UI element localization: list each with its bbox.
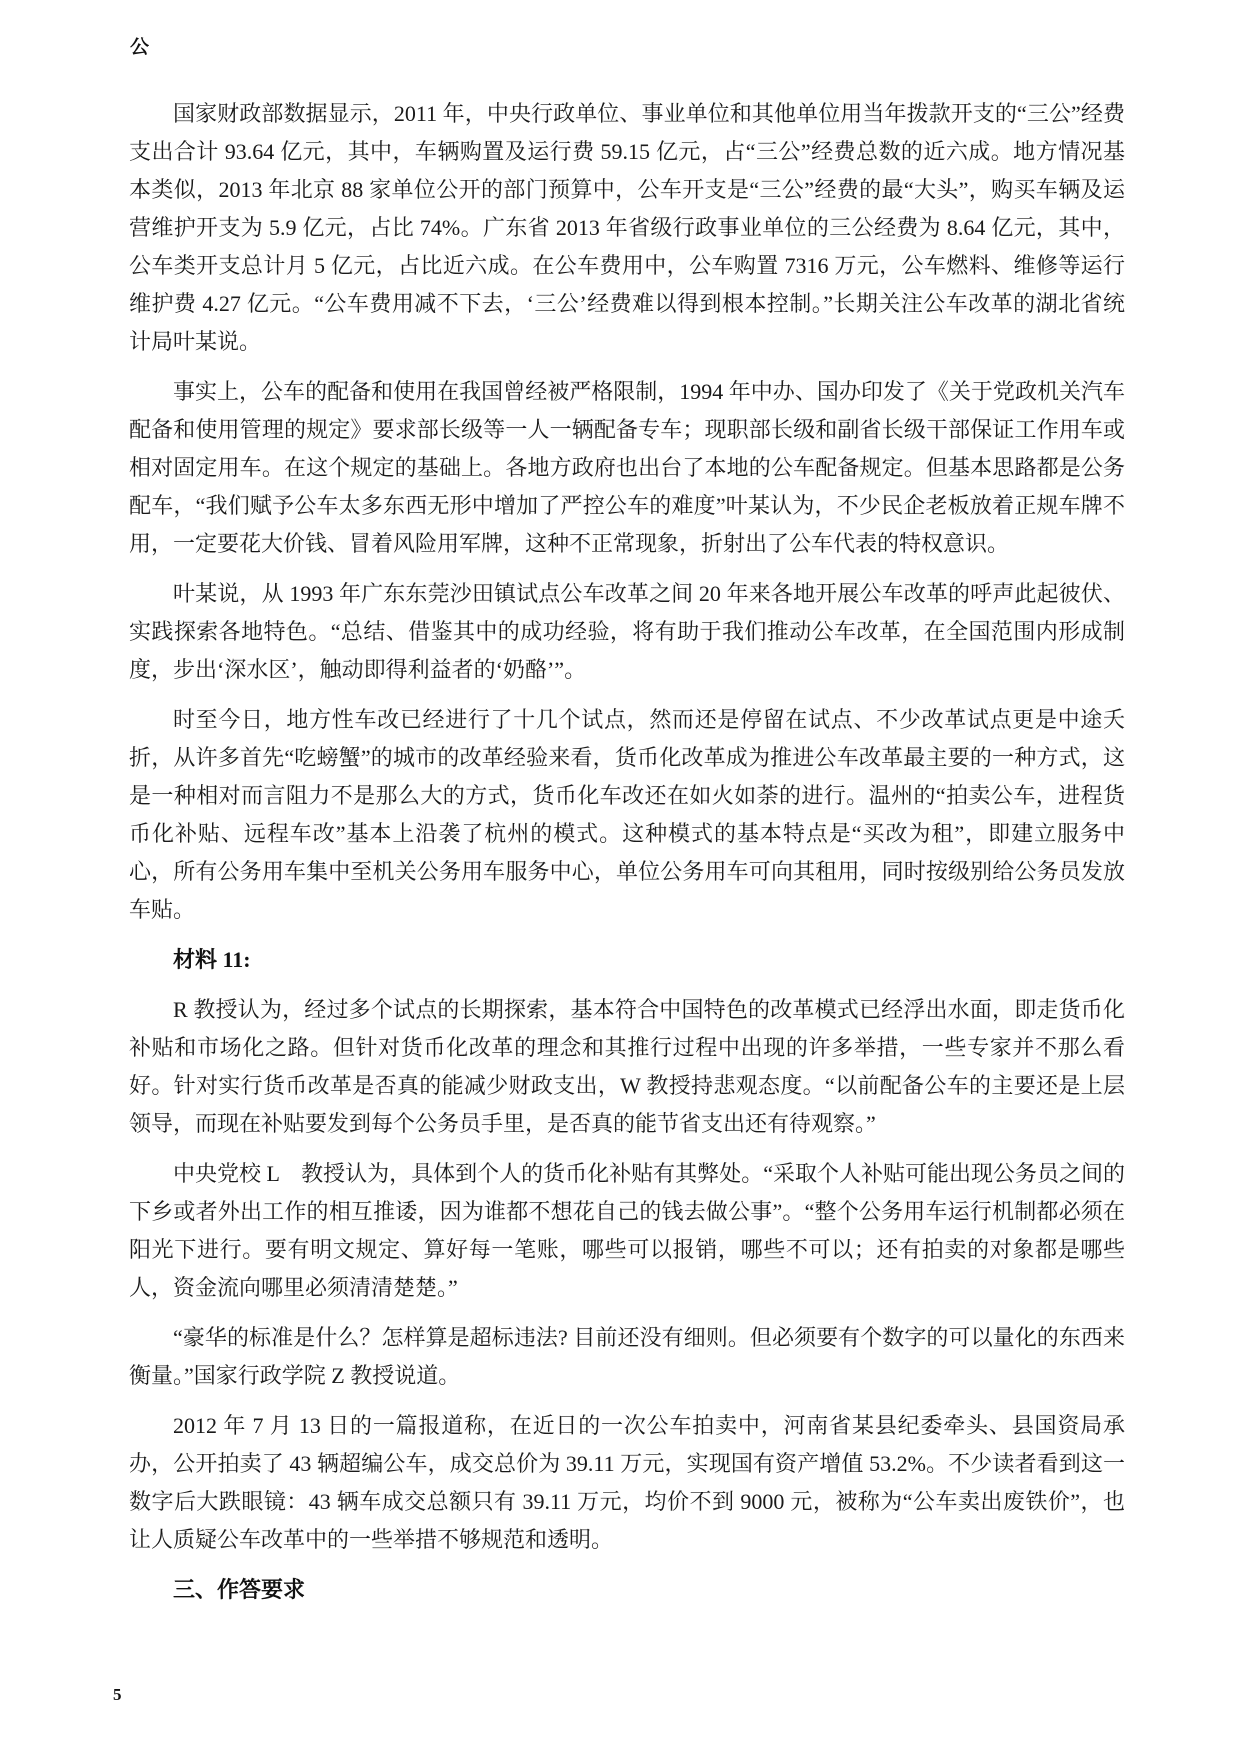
document-body (129, 95, 1125, 1621)
body-paragraph: R 教授认为，经过多个试点的长期探索，基本符合中国特色的改革模式已经浮出水面，即走货币化补贴和市场化之路。但针对货币化改革的理念和其推行过程中出现的许多举措，一些专家并不那么看好。针对实行货币改革是否真的能减少财政支出，W 教授持悲观态度。“以前配备公车的主要还是上层领导，而现在补贴要发到每个公务员手里，是否真的能节省支出还有待观察。” (129, 997, 1125, 1136)
section-heading: 材料 11: (173, 947, 251, 972)
body-paragraph: 2012 年 7 月 13 日的一篇报道称，在近日的一次公车拍卖中，河南省某县纪委牵头、县国资局承办，公开拍卖了 43 辆超编公车，成交总价为 39.11 万元，实现国有资产增值 53.2%。不少读者看到这一数字后大跌眼镜：43 辆车成交总额只有 39.11 万元，均价不到 9000 元，被称为“公车卖出废铁价”，也让人质疑公车改革中的一些举措不够规范和透明。 (129, 1413, 1125, 1552)
section-heading: 三、作答要求 (173, 1577, 306, 1602)
page-number: 5 (113, 1685, 122, 1704)
body-paragraph: 事实上，公车的配备和使用在我国曾经被严格限制，1994 年中办、国办印发了《关于党政机关汽车配备和使用管理的规定》要求部长级等一人一辆配备专车；现职部长级和副省长级干部保证工作用车或相对固定用车。在这个规定的基础上。各地方政府也出台了本地的公车配备规定。但基本思路都是公务配车，“我们赋予公车太多东西无形中增加了严控公车的难度”叶某认为，不少民企老板放着正规车牌不用，一定要花大价钱、冒着风险用军牌，这种不正常现象，折射出了公车代表的特权意识。 (129, 379, 1125, 556)
body-paragraph: “豪华的标准是什么？怎样算是超标违法? 目前还没有细则。但必须要有个数字的可以量化的东西来衡量。”国家行政学院 Z 教授说道。 (129, 1325, 1125, 1388)
page-header-char: 公 (130, 37, 150, 58)
body-paragraph: 叶某说，从 1993 年广东东莞沙田镇试点公车改革之间 20 年来各地开展公车改革的呼声此起彼伏、实践探索各地特色。“总结、借鉴其中的成功经验，将有助于我们推动公车改革，在全国范围内形成制度，步出‘深水区’，触动即得利益者的‘奶酪’”。 (129, 581, 1125, 682)
body-paragraph: 时至今日，地方性车改已经进行了十几个试点，然而还是停留在试点、不少改革试点更是中途夭折，从许多首先“吃螃蟹”的城市的改革经验来看，货币化改革成为推进公车改革最主要的一种方式，这是一种相对而言阻力不是那么大的方式，货币化车改还在如火如荼的进行。温州的“拍卖公车，进程货币化补贴、远程车改”基本上沿袭了杭州的模式。这种模式的基本特点是“买改为租”，即建立服务中心，所有公务用车集中至机关公务用车服务中心，单位公务用车可向其租用，同时按级别给公务员发放车贴。 (129, 707, 1125, 922)
body-paragraph: 中央党校 L 教授认为，具体到个人的货币化补贴有其弊处。“采取个人补贴可能出现公务员之间的下乡或者外出工作的相互推诿，因为谁都不想花自己的钱去做公事”。“整个公务用车运行机制都必须在阳光下进行。要有明文规定、算好每一笔账，哪些可以报销，哪些不可以；还有拍卖的对象都是哪些人，资金流向哪里必须清清楚楚。” (129, 1161, 1125, 1300)
body-paragraph: 国家财政部数据显示，2011 年，中央行政单位、事业单位和其他单位用当年拨款开支的“三公”经费支出合计 93.64 亿元，其中，车辆购置及运行费 59.15 亿元，占“三公”经费总数的近六成。地方情况基本类似，2013 年北京 88 家单位公开的部门预算中，公车开支是“三公”经费的最“大头”，购买车辆及运营维护开支为 5.9 亿元，占比 74%。广东省 2013 年省级行政事业单位的三公经费为 8.64 亿元，其中，公车类开支总计月 5 亿元，占比近六成。在公车费用中，公车购置 7316 万元，公车燃料、维修等运行维护费 4.27 亿元。“公车费用减不下去，‘三公’经费难以得到根本控制。”长期关注公车改革的湖北省统计局叶某说。 (129, 101, 1125, 354)
